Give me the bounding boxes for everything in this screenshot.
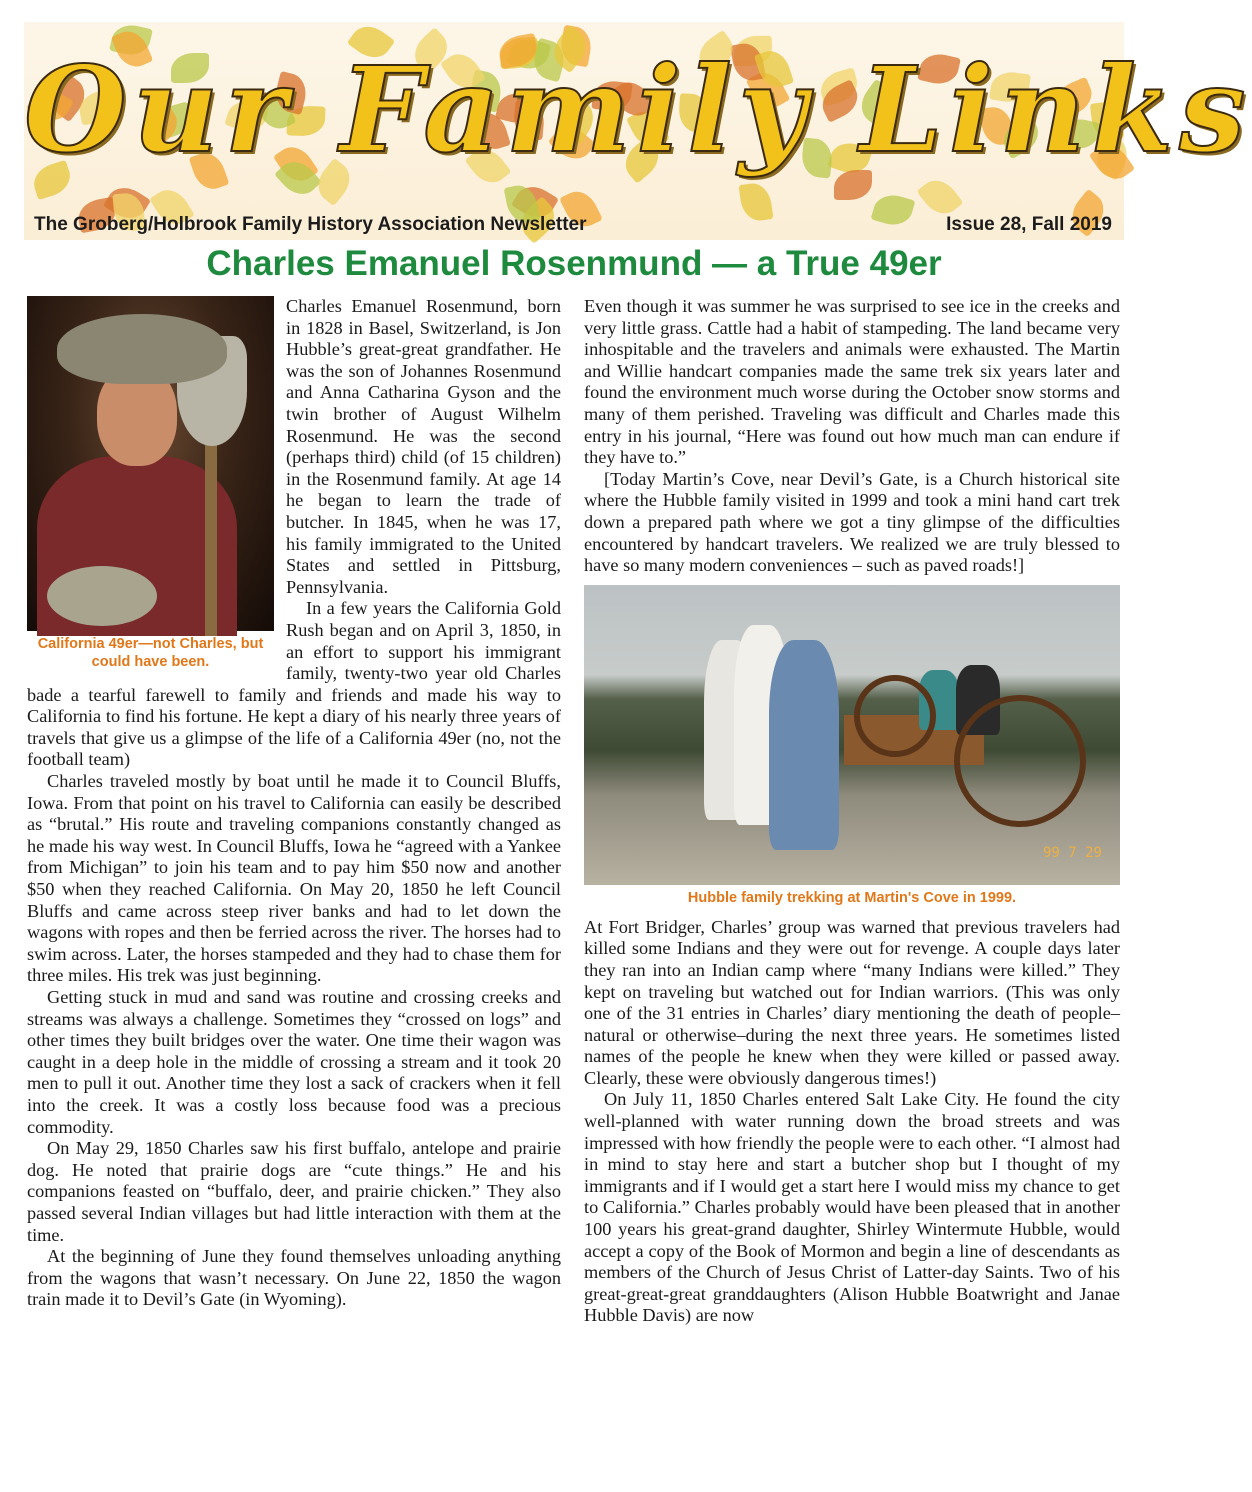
handcart-photo-icon — [584, 585, 1120, 885]
newsletter-title: Our Family Links — [24, 40, 1252, 179]
figure-caption: Hubble family trekking at Martin's Cove in 1999. — [687, 889, 1017, 906]
newsletter-subtitle: The Groberg/Holbrook Family History Association Newsletter — [34, 214, 587, 235]
left-column — [27, 296, 561, 1311]
paragraph: Even though it was summer he was surprised to see ice in the creeks and very little grass. Cattle had a habit of stampeding. The land became very inhospitable and the travelers and animals were exhausted. The Martin and Willie handcart companies made the same trek six years later and found the environment much worse during the October snow storms and many of them perished. Traveling was difficult and Charles made this entry in his journal, “Here was found out how much man can endure if they have to.” — [584, 296, 1120, 468]
paragraph: At Fort Bridger, Charles’ group was warned that previous travelers had killed some Indians and they were out for revenge. A couple days later they ran into an Indian camp where “many Indians were killed.” They kept on traveling but watched out for Indian warriors. (This was only one of the 31 entries in Charles’ diary mentioning the death of people–natural or otherwise–during the next three years. He sometimes listed names of the people he knew when they were killed or passed away. Clearly, these were obviously dangerous times!) — [584, 916, 1120, 1088]
paragraph: In a few years the California Gold Rush began and on April 3, 1850, in an effort to support his immigrant family, twenty-two year old Charles bade a tearful farewell to family and friends and made his way to California to find his fortune. He kept a diary of his nearly three years of travels that give us a glimpse of the life of a California 49er (no, not the football team) — [27, 598, 561, 770]
right-column — [584, 296, 1120, 1327]
masthead-bar — [24, 210, 1124, 240]
article-headline: Charles Emanuel Rosenmund — a True 49er — [206, 244, 942, 283]
masthead — [24, 22, 1252, 240]
paragraph: On July 11, 1850 Charles entered Salt Lake City. He found the city well-planned with water running down the broad streets and was impressed with how friendly the people were to each other. “I almost had in mind to stay here and start a butcher shop but I thought of my immigrants and if I would get a start here I would miss my chance to get to California.” Charles probably would have been pleased that in another 100 years his great-grand daughter, Shirley Wintermute Hubble, would accept a copy of the Book of Mormon and begin a line of descendants as members of the Church of Jesus Christ of Latter-day Saints. Two of his great-great-great granddaughters (Alison Hubble Boatwright and Janae Hubble Davis) are now — [584, 1089, 1120, 1326]
paragraph: [Today Martin’s Cove, near Devil’s Gate, is a Church historical site where the Hubble family visited in 1999 and took a mini hand cart trek down a prepared path where we got a tiny glimpse of the difficulties encountered by handcart travelers. We realized we are truly blessed to have so many modern conveniences – such as paved roads!] — [584, 468, 1120, 576]
miner-photo-icon — [27, 296, 274, 631]
photo-date-stamp: 99 7 29 — [1042, 845, 1102, 862]
figure-miner — [27, 296, 274, 671]
paragraph: Getting stuck in mud and sand was routine and crossing creeks and streams was always a challenge. Sometimes they “crossed on logs” and other times they built bridges over the water. One time their wagon was caught in a deep hole in the middle of crossing a stream and it took 20 men to pull it out. Another time they lost a sack of crackers when it fell into the creek. It was a costly loss because food was a precious commodity. — [27, 987, 561, 1137]
issue-label: Issue 28, Fall 2019 — [946, 214, 1112, 235]
paragraph: On May 29, 1850 Charles saw his first buffalo, antelope and prairie dog. He noted that prairie dogs are “cute things.” He and his companions feasted on “buffalo, deer, and prairie chicken.” They also passed several Indian villages but had little interaction with them at the time. — [27, 1138, 561, 1245]
paragraph: At the beginning of June they found themselves unloading anything from the wagons that wasn’t necessary. On June 22, 1850 the wagon train made it to Devil’s Gate (in Wyoming). — [27, 1246, 561, 1310]
paragraph: Charles Emanuel Rosenmund, born in 1828 in Basel, Switzerland, is Jon Hubble’s great-great grandfather. He was the son of Johannes Rosenmund and Anna Catharina Gyson and the twin brother of August Wilhelm Rosenmund. He was the second (perhaps third) child (of 15 children) in the Rosenmund family. At age 14 he began to learn the trade of butcher. In 1845, when he was 17, his family immigrated to the United States and settled in Pittsburg, Pennsylvania. — [286, 296, 561, 597]
figure-handcart — [584, 585, 1120, 907]
figure-caption: California 49er—not Charles, but could have been. — [37, 636, 264, 670]
paragraph: Charles traveled mostly by boat until he made it to Council Bluffs, Iowa. From that point on his travel to California can easily be described as “brutal.” His route and traveling companions constantly changed as he made his way west. In Council Bluffs, Iowa he “agreed with a Yankee from Michigan” to join his team and to pay him $50 now and another $50 when they reached California. On May 20, 1850 he left Council Bluffs and came across steep river banks and had to let down the wagons with ropes and then be ferried across the river. The horses had to swim across. Later, the horses stampeded and they had to chase them for three miles. His trek was just beginning. — [27, 771, 561, 986]
